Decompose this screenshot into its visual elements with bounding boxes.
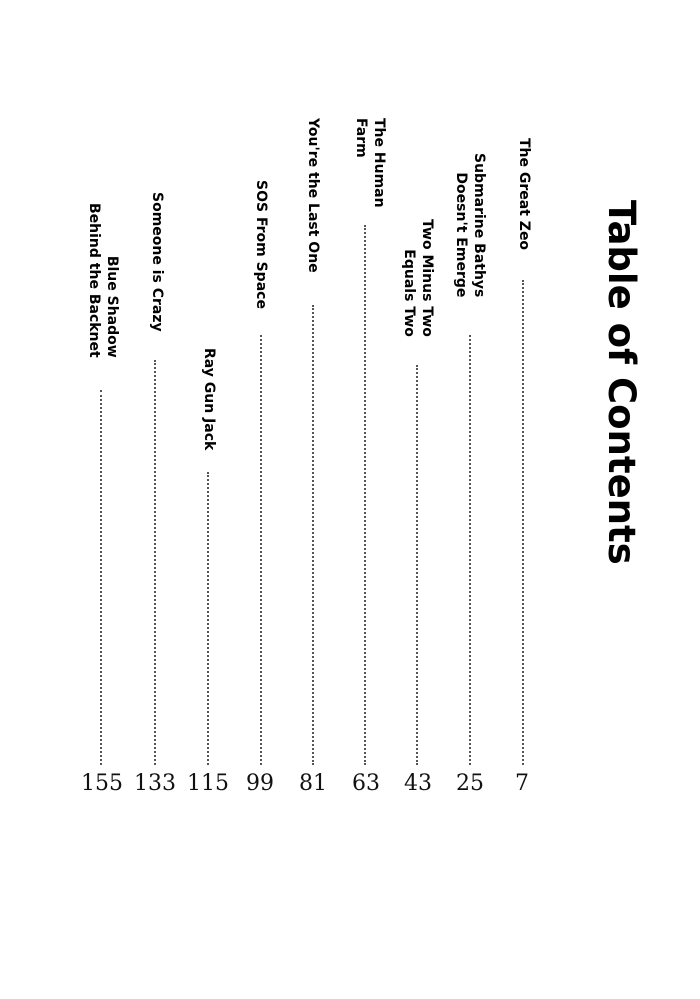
toc-entry-9-leader <box>100 390 102 765</box>
toc-entry-2-leader <box>469 335 471 765</box>
toc-entry-title-line: You're the Last One <box>305 118 321 273</box>
toc-entry-7-leader <box>207 472 209 765</box>
toc-entry-8-leader <box>154 360 156 765</box>
toc-entry-title-line: Farm <box>353 118 369 158</box>
toc-entry-7-page: 115 <box>187 771 229 796</box>
toc-entry-4-title <box>352 118 388 208</box>
toc-entry-title-line: Behind the Backnet <box>86 203 102 358</box>
toc-entry-1-page: 7 <box>515 771 529 796</box>
toc-entry-title-line: Someone is Crazy <box>149 192 165 332</box>
toc-entry-title-line: Ray Gun Jack <box>201 348 217 451</box>
toc-entry-3-leader <box>416 365 418 765</box>
toc-entry-4-leader <box>364 225 366 765</box>
toc-entry-5-leader <box>312 305 314 765</box>
toc-entry-2-page: 25 <box>456 771 484 796</box>
toc-entry-6-title <box>252 180 270 309</box>
toc-entry-title-line: SOS From Space <box>253 180 269 309</box>
toc-entry-title-line: Submarine Bathys <box>471 153 487 298</box>
toc-entry-6-page: 99 <box>246 771 274 796</box>
toc-entry-8-page: 133 <box>134 771 176 796</box>
toc-entry-4-page: 63 <box>352 771 380 796</box>
toc-entry-5-title <box>304 118 322 273</box>
toc-entry-7-title <box>200 348 218 450</box>
toc-entry-title-line: The Human <box>371 118 387 208</box>
toc-entry-6-leader <box>260 335 262 765</box>
toc-entry-title-line: The Great Zeo <box>516 138 532 251</box>
toc-entry-1-leader <box>522 280 524 765</box>
toc-entry-title-line: Equals Two <box>401 249 417 337</box>
toc-entry-5-page: 81 <box>299 771 327 796</box>
toc-entry-title-line: Doesn't Emerge <box>453 172 469 298</box>
toc-entry-title-line: Two Minus Two <box>419 219 435 337</box>
toc-entry-8-title <box>148 192 166 332</box>
toc-entry-3-page: 43 <box>404 771 432 796</box>
toc-title: Table of Contents <box>600 200 643 565</box>
toc-entry-3-title <box>400 219 436 337</box>
toc-entry-9-title <box>85 203 121 358</box>
toc-entry-1-title <box>515 138 533 250</box>
toc-entry-2-title <box>452 153 488 297</box>
toc-entry-title-line: Blue Shadow <box>104 255 120 358</box>
toc-entry-9-page: 155 <box>81 771 123 796</box>
